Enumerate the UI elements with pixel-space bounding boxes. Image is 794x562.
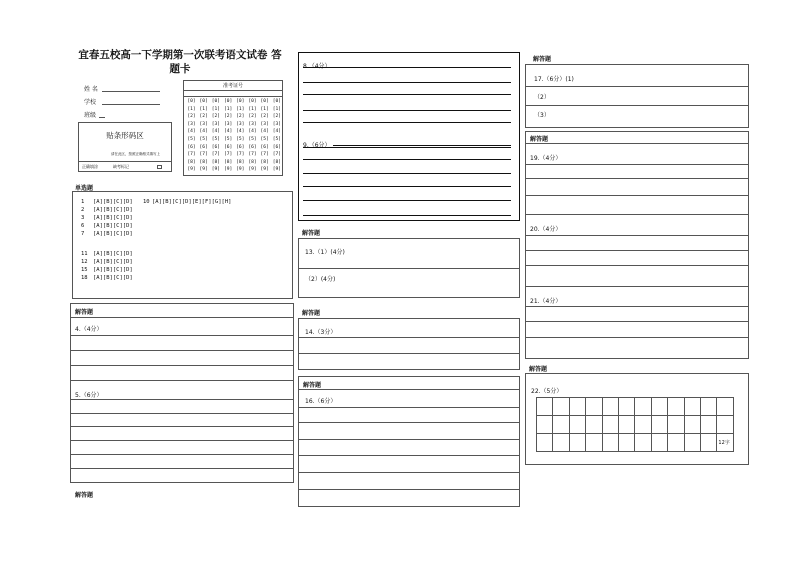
admission-digit-column[interactable] xyxy=(271,98,282,174)
grid-cell[interactable] xyxy=(602,415,619,434)
writing-line[interactable] xyxy=(71,399,293,400)
writing-line[interactable] xyxy=(526,321,748,322)
writing-line[interactable] xyxy=(303,82,511,83)
q21-label: 21.（4分） xyxy=(530,298,562,305)
section-title-q13: 解答题 xyxy=(302,230,321,237)
mc-row[interactable] xyxy=(81,223,133,229)
admission-digit-bubble[interactable]: [1] xyxy=(260,106,269,112)
grid-cell[interactable] xyxy=(667,397,684,416)
name-label: 姓 名 xyxy=(84,86,98,93)
answer-box-q14 xyxy=(298,318,520,370)
admission-digit-bubble[interactable]: [7] xyxy=(187,152,196,158)
admission-digit-bubble[interactable]: [8] xyxy=(248,159,257,165)
admission-digit-bubble[interactable]: [8] xyxy=(272,159,282,165)
school-line[interactable] xyxy=(102,104,160,105)
q13-2-label: （2）(4分) xyxy=(305,276,336,283)
admission-digit-bubble[interactable]: [4] xyxy=(272,129,282,135)
admission-digit-bubble[interactable]: [6] xyxy=(248,144,257,150)
name-line[interactable] xyxy=(102,91,160,92)
admission-digit-bubble[interactable]: [2] xyxy=(236,114,245,120)
writing-line[interactable] xyxy=(71,468,293,469)
admission-digit-bubble[interactable]: [2] xyxy=(248,114,257,120)
admission-digit-bubble[interactable]: [9] xyxy=(223,167,233,173)
section-title-q14: 解答题 xyxy=(302,310,321,317)
admission-digit-bubble[interactable]: [9] xyxy=(199,167,208,173)
mc-options[interactable]: [A][B][C][D] xyxy=(93,231,133,237)
q16-label: 16.（6分） xyxy=(305,398,337,405)
admission-digit-bubble[interactable]: [3] xyxy=(260,121,269,127)
admission-digit-bubble[interactable]: [1] xyxy=(211,106,221,112)
mc-num: 10 xyxy=(143,199,150,205)
admission-number-box xyxy=(183,80,283,176)
q17-line-2[interactable] xyxy=(526,105,748,106)
admission-digit-bubble[interactable]: [0] xyxy=(248,99,257,104)
answer-box-q17 xyxy=(525,64,749,128)
section-title-q22: 解答题 xyxy=(529,366,548,373)
grid-cell[interactable] xyxy=(536,397,553,416)
admission-divider-1 xyxy=(184,90,282,91)
admission-digit-bubble[interactable]: [9] xyxy=(260,167,269,173)
mc-row[interactable] xyxy=(81,231,133,237)
admission-digit-bubble[interactable]: [2] xyxy=(187,114,196,120)
grid-cell[interactable] xyxy=(651,433,668,452)
writing-line[interactable] xyxy=(303,67,511,68)
admission-digit-bubble[interactable]: [0] xyxy=(260,99,269,104)
admission-digit-bubble[interactable]: [2] xyxy=(260,114,269,120)
admission-digit-bubble[interactable]: [1] xyxy=(199,106,208,112)
writing-line[interactable] xyxy=(526,265,748,266)
grid-cell[interactable] xyxy=(716,415,733,434)
admission-digit-bubble[interactable]: [9] xyxy=(187,167,196,173)
writing-line[interactable] xyxy=(303,147,511,148)
admission-digit-column[interactable] xyxy=(223,98,234,174)
box-divider xyxy=(526,143,748,144)
grid-cell[interactable] xyxy=(667,433,684,452)
mc-options[interactable]: [A][B][C][D] xyxy=(93,251,133,257)
admission-digit-column[interactable] xyxy=(210,98,221,174)
admission-digit-bubble[interactable]: [4] xyxy=(223,129,233,135)
admission-digit-bubble[interactable]: [3] xyxy=(223,121,233,127)
admission-digit-bubble[interactable]: [0] xyxy=(199,99,208,104)
mc-row[interactable] xyxy=(81,251,133,257)
admission-digit-bubble[interactable]: [8] xyxy=(199,159,208,165)
writing-line[interactable] xyxy=(526,214,748,215)
admission-digit-bubble[interactable]: [8] xyxy=(211,159,221,165)
page-title xyxy=(70,48,290,76)
admission-digit-bubble[interactable]: [6] xyxy=(187,144,196,150)
q17-3-label: （3） xyxy=(534,112,550,119)
q17-2-label: （2） xyxy=(534,94,550,101)
admission-digit-bubble[interactable]: [3] xyxy=(199,121,208,127)
barcode-label: 贴条形码区 xyxy=(106,131,144,140)
admission-digit-bubble[interactable]: [6] xyxy=(236,144,245,150)
grid-cell[interactable] xyxy=(585,433,602,452)
mc-row[interactable] xyxy=(81,259,133,265)
class-line[interactable] xyxy=(99,117,105,118)
admission-digit-bubble[interactable]: [6] xyxy=(260,144,269,150)
writing-line[interactable] xyxy=(303,122,511,123)
admission-digit-bubble[interactable]: [5] xyxy=(248,136,257,142)
admission-digit-bubble[interactable]: [9] xyxy=(272,167,282,173)
admission-digit-bubble[interactable]: [7] xyxy=(223,152,233,158)
grid-cell[interactable] xyxy=(700,415,717,434)
mc-row[interactable] xyxy=(81,215,133,221)
admission-digit-bubble[interactable]: [6] xyxy=(272,144,282,150)
mc-options[interactable]: [A][B][C][D] xyxy=(93,259,133,265)
admission-digit-bubble[interactable]: [0] xyxy=(272,99,282,104)
writing-line[interactable] xyxy=(303,110,511,111)
grid-cell[interactable] xyxy=(569,433,586,452)
admission-digit-bubble[interactable]: [4] xyxy=(236,129,245,135)
writing-line[interactable] xyxy=(299,472,519,473)
writing-line[interactable] xyxy=(526,195,748,196)
grid-cell[interactable] xyxy=(602,397,619,416)
section-title-q16: 解答题 xyxy=(303,382,322,389)
admission-digit-bubble[interactable]: [7] xyxy=(199,152,208,158)
admission-digit-bubble[interactable]: [4] xyxy=(199,129,208,135)
admission-digit-bubble[interactable]: [0] xyxy=(236,99,245,104)
writing-line[interactable] xyxy=(299,455,519,456)
writing-line[interactable] xyxy=(303,159,511,160)
q19-label: 19.（4分） xyxy=(530,155,562,162)
mc-num: 1 xyxy=(81,199,85,205)
q13-line-1[interactable] xyxy=(299,268,519,269)
writing-line[interactable] xyxy=(71,426,293,427)
correct-fill-label: 正确填涂 xyxy=(82,164,98,169)
mc-options[interactable]: [A][B][C][D][E][F][G][H] xyxy=(152,199,232,205)
admission-digit-bubble[interactable]: [3] xyxy=(211,121,221,127)
grid-cell[interactable] xyxy=(585,415,602,434)
mc-options[interactable]: [A][B][C][D] xyxy=(93,267,133,273)
admission-digit-bubble[interactable]: [8] xyxy=(223,159,233,165)
grid-cell[interactable] xyxy=(684,415,701,434)
q14-label: 14.（3分） xyxy=(305,329,337,336)
grid-cell[interactable] xyxy=(618,415,635,434)
admission-digit-bubble[interactable]: [8] xyxy=(260,159,269,165)
mc-num: 2 xyxy=(81,207,85,213)
barcode-area xyxy=(78,122,172,172)
admission-digit-bubble[interactable]: [1] xyxy=(187,106,196,112)
mc-row-10[interactable] xyxy=(143,199,231,205)
admission-digit-bubble[interactable]: [2] xyxy=(272,114,282,120)
admission-digit-bubble[interactable]: [5] xyxy=(187,136,196,142)
admission-digit-bubble[interactable]: [4] xyxy=(248,129,257,135)
grid-cell[interactable] xyxy=(602,433,619,452)
q20-label: 20.（4分） xyxy=(530,226,562,233)
admission-digit-column[interactable] xyxy=(235,98,246,174)
answer-box-q22 xyxy=(525,373,749,465)
barcode-divider xyxy=(79,161,171,162)
grid-cell[interactable] xyxy=(651,397,668,416)
admission-digit-bubble[interactable]: [8] xyxy=(236,159,245,165)
q13-1-label: 13.（1）(4分) xyxy=(305,249,345,256)
admission-digit-bubble[interactable]: [6] xyxy=(223,144,233,150)
writing-line[interactable] xyxy=(303,186,511,187)
grid-cell[interactable] xyxy=(684,433,701,452)
mc-section-title: 单选题 xyxy=(75,185,94,192)
grid-cell[interactable] xyxy=(716,397,733,416)
admission-digit-bubble[interactable]: [8] xyxy=(187,159,196,165)
admission-digit-bubble[interactable]: [5] xyxy=(223,136,233,142)
grid-cell[interactable] xyxy=(651,415,668,434)
absent-mark-label: 缺考标记 xyxy=(113,164,129,169)
admission-divider-2 xyxy=(184,96,282,97)
admission-digit-column[interactable] xyxy=(186,98,197,174)
answer-box-q16 xyxy=(298,376,520,507)
admission-digit-bubble[interactable]: [7] xyxy=(272,152,282,158)
writing-line[interactable] xyxy=(303,200,511,201)
section-title-q4-q5: 解答题 xyxy=(75,309,94,316)
q17-line-1[interactable] xyxy=(526,86,748,87)
admission-digit-bubble[interactable]: [0] xyxy=(211,99,221,104)
writing-line[interactable] xyxy=(526,286,748,287)
mc-num: 6 xyxy=(81,223,85,229)
admission-digit-bubble[interactable]: [5] xyxy=(236,136,245,142)
admission-digit-bubble[interactable]: [0] xyxy=(187,99,196,104)
mc-num: 3 xyxy=(81,215,85,221)
mc-num: 11 xyxy=(81,251,88,257)
admission-digit-bubble[interactable]: [5] xyxy=(211,136,221,142)
grid-cell[interactable] xyxy=(569,415,586,434)
writing-line[interactable] xyxy=(299,422,519,423)
q9-label: 9.（6分） xyxy=(303,142,331,149)
mc-row[interactable] xyxy=(81,275,133,281)
writing-line[interactable] xyxy=(526,306,748,307)
admission-digit-bubble[interactable]: [5] xyxy=(260,136,269,142)
admission-digit-bubble[interactable]: [2] xyxy=(223,114,233,120)
admission-digit-bubble[interactable]: [3] xyxy=(236,121,245,127)
admission-digit-bubble[interactable]: [6] xyxy=(211,144,221,150)
admission-digit-bubble[interactable]: [2] xyxy=(211,114,221,120)
admission-digit-bubble[interactable]: [1] xyxy=(236,106,245,112)
writing-line[interactable] xyxy=(526,178,748,179)
writing-line[interactable] xyxy=(71,380,293,381)
admission-digit-bubble[interactable]: [5] xyxy=(272,136,282,142)
q5-label: 5.（6分） xyxy=(75,392,103,399)
q17-1-label: 17.（6分）(1) xyxy=(534,76,574,83)
mc-row[interactable] xyxy=(81,199,133,205)
box-divider xyxy=(299,389,519,390)
mc-num: 18 xyxy=(81,275,88,281)
writing-line[interactable] xyxy=(71,365,293,366)
mc-num: 15 xyxy=(81,267,88,273)
writing-line[interactable] xyxy=(303,94,511,95)
admission-digit-bubble[interactable]: [1] xyxy=(272,106,282,112)
grid-cell[interactable] xyxy=(684,397,701,416)
grid-cell[interactable] xyxy=(700,397,717,416)
grid-cell[interactable] xyxy=(618,397,635,416)
admission-digit-bubble[interactable]: [9] xyxy=(211,167,221,173)
grid-cell[interactable] xyxy=(552,415,569,434)
admission-digit-bubble[interactable]: [0] xyxy=(223,99,233,104)
grid-cell[interactable] xyxy=(634,433,651,452)
section-title-q17: 解答题 xyxy=(533,56,552,63)
school-label: 学校 xyxy=(84,99,97,106)
writing-line[interactable] xyxy=(526,250,748,251)
mc-answer-box xyxy=(72,191,293,299)
absent-checkbox[interactable] xyxy=(157,165,162,169)
grid-cell[interactable] xyxy=(536,415,553,434)
writing-line[interactable] xyxy=(71,350,293,351)
writing-line[interactable] xyxy=(526,235,748,236)
admission-digit-bubble[interactable]: [4] xyxy=(260,129,269,135)
mc-options[interactable]: [A][B][C][D] xyxy=(93,275,133,281)
word-count-label: 12字 xyxy=(718,440,730,446)
mc-row[interactable] xyxy=(81,207,133,213)
grid-cell[interactable] xyxy=(552,433,569,452)
admission-digit-bubble[interactable]: [7] xyxy=(211,152,221,158)
mc-row[interactable] xyxy=(81,267,133,273)
mc-options[interactable]: [A][B][C][D] xyxy=(93,223,133,229)
grid-cell[interactable] xyxy=(700,433,717,452)
title-line-1: 宜春五校高一下学期第一次联考语文试卷 答 xyxy=(78,49,282,61)
grid-cell[interactable] xyxy=(634,415,651,434)
writing-line[interactable] xyxy=(71,454,293,455)
mc-options[interactable]: [A][B][C][D] xyxy=(93,215,133,221)
writing-line[interactable] xyxy=(71,413,293,414)
grid-cell[interactable] xyxy=(618,433,635,452)
grid-cell[interactable] xyxy=(585,397,602,416)
q9-inline-line[interactable] xyxy=(333,145,511,146)
admission-title: 准考证号 xyxy=(222,83,243,89)
admission-digit-column[interactable] xyxy=(198,98,209,174)
writing-line[interactable] xyxy=(71,440,293,441)
writing-line[interactable] xyxy=(303,215,511,216)
admission-digit-column[interactable] xyxy=(247,98,258,174)
admission-digit-bubble[interactable]: [3] xyxy=(248,121,257,127)
writing-line[interactable] xyxy=(299,407,519,408)
admission-digit-bubble[interactable]: [7] xyxy=(248,152,257,158)
admission-digit-bubble[interactable]: [1] xyxy=(248,106,257,112)
q4-label: 4.（4分） xyxy=(75,326,103,333)
writing-line[interactable] xyxy=(299,439,519,440)
q22-label: 22.（5分） xyxy=(531,388,563,395)
answer-box-q13 xyxy=(298,238,520,298)
admission-digit-bubble[interactable]: [7] xyxy=(260,152,269,158)
writing-line[interactable] xyxy=(526,337,748,338)
grid-cell[interactable] xyxy=(634,397,651,416)
writing-line[interactable] xyxy=(71,335,293,336)
writing-line[interactable] xyxy=(299,489,519,490)
grid-cell[interactable] xyxy=(569,397,586,416)
title-line-2: 题卡 xyxy=(169,63,191,75)
bottom-section-title: 解答题 xyxy=(75,492,94,499)
admission-digit-column[interactable] xyxy=(259,98,270,174)
admission-digit-bubble[interactable]: [1] xyxy=(223,106,233,112)
writing-line[interactable] xyxy=(299,337,519,338)
admission-digit-bubble[interactable]: [3] xyxy=(187,121,196,127)
answer-box-q4-q5 xyxy=(70,303,294,483)
barcode-note: 请在此区，按照正确格式填写上 xyxy=(111,152,160,156)
q8-label: 8.（4分） xyxy=(303,63,331,70)
mc-num: 12 xyxy=(81,259,88,265)
mc-options[interactable]: [A][B][C][D] xyxy=(93,199,133,205)
answer-box-q8-q9 xyxy=(298,52,520,221)
admission-digit-bubble[interactable]: [2] xyxy=(199,114,208,120)
section-title-q19: 解答题 xyxy=(530,136,549,143)
admission-digit-bubble[interactable]: [9] xyxy=(236,167,245,173)
mc-options[interactable]: [A][B][C][D] xyxy=(93,207,133,213)
admission-digit-bubble[interactable]: [6] xyxy=(199,144,208,150)
grid-cell[interactable] xyxy=(536,433,553,452)
grid-cell[interactable] xyxy=(667,415,684,434)
admission-digit-bubble[interactable]: [5] xyxy=(199,136,208,142)
class-label: 班级 xyxy=(84,112,97,119)
writing-line[interactable] xyxy=(299,353,519,354)
writing-line[interactable] xyxy=(526,164,748,165)
admission-digit-bubble[interactable]: [7] xyxy=(236,152,245,158)
admission-digit-bubble[interactable]: [9] xyxy=(248,167,257,173)
grid-cell[interactable] xyxy=(552,397,569,416)
admission-digit-bubble[interactable]: [3] xyxy=(272,121,282,127)
mc-num: 7 xyxy=(81,231,85,237)
box-divider xyxy=(71,317,293,318)
writing-line[interactable] xyxy=(303,173,511,174)
answer-box-q19-q21 xyxy=(525,131,749,359)
admission-digit-bubble[interactable]: [4] xyxy=(187,129,196,135)
admission-digit-bubble[interactable]: [4] xyxy=(211,129,221,135)
